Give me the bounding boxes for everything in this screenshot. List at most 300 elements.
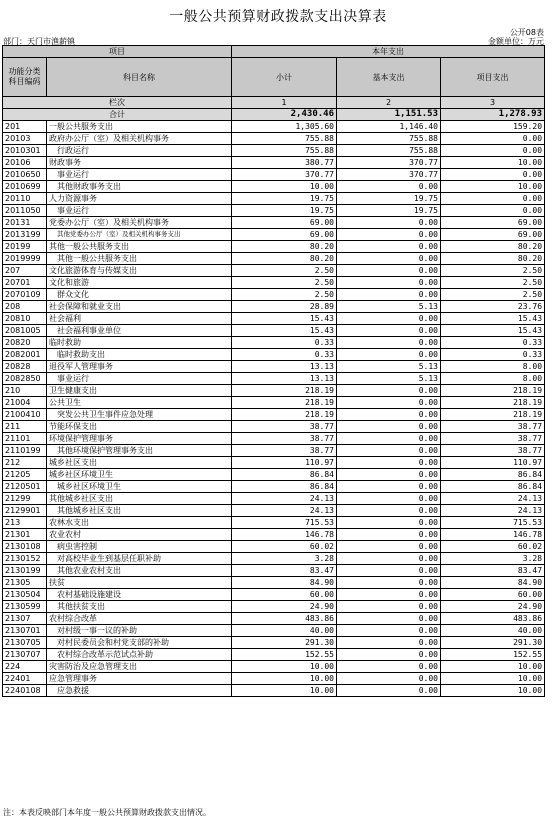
row-code: 2130152	[3, 553, 47, 565]
header-current-year: 本年支出	[232, 46, 545, 58]
row-name: 公共卫生	[47, 397, 232, 409]
row-basic: 0.00	[337, 421, 441, 433]
row-basic: 0.00	[337, 253, 441, 265]
row-project: 10.00	[441, 157, 545, 169]
row-basic: 0.00	[337, 397, 441, 409]
row-code: 21305	[3, 577, 47, 589]
table-row	[3, 289, 545, 301]
row-subtotal: 2.50	[232, 277, 337, 289]
row-subtotal: 38.77	[232, 445, 337, 457]
row-subtotal: 1,305.60	[232, 121, 337, 133]
row-name: 农林水支出	[47, 517, 232, 529]
row-code: 2130504	[3, 589, 47, 601]
table-row	[3, 469, 545, 481]
row-name: 农村基础设施建设	[47, 589, 232, 601]
row-basic: 5.13	[337, 373, 441, 385]
total-basic: 1,151.53	[337, 109, 441, 121]
table-row	[3, 301, 545, 313]
table-row	[3, 613, 545, 625]
row-project: 15.43	[441, 313, 545, 325]
row-project: 69.00	[441, 217, 545, 229]
table-row	[3, 325, 545, 337]
row-name: 其他城乡社区支出	[47, 493, 232, 505]
row-code: 213	[3, 517, 47, 529]
row-name: 病虫害控制	[47, 541, 232, 553]
row-name: 节能环保支出	[47, 421, 232, 433]
row-subtotal: 19.75	[232, 193, 337, 205]
row-basic: 0.00	[337, 481, 441, 493]
row-subtotal: 83.47	[232, 565, 337, 577]
row-name: 临时救助	[47, 337, 232, 349]
row-project: 69.00	[441, 229, 545, 241]
table-row	[3, 373, 545, 385]
row-code: 2110199	[3, 445, 47, 457]
row-name: 其他财政事务支出	[47, 181, 232, 193]
row-name: 其他农业农村支出	[47, 565, 232, 577]
table-row	[3, 661, 545, 673]
row-basic: 0.00	[337, 409, 441, 421]
row-name: 行政运行	[47, 145, 232, 157]
row-subtotal: 755.88	[232, 145, 337, 157]
row-basic: 19.75	[337, 193, 441, 205]
row-subtotal: 10.00	[232, 673, 337, 685]
row-basic: 0.00	[337, 433, 441, 445]
row-code: 2082001	[3, 349, 47, 361]
row-project: 15.43	[441, 325, 545, 337]
row-project: 715.53	[441, 517, 545, 529]
table-row	[3, 505, 545, 517]
table-row	[3, 181, 545, 193]
row-basic: 0.00	[337, 457, 441, 469]
row-name: 事业运行	[47, 373, 232, 385]
unit-label: 金额单位：万元	[488, 37, 544, 46]
row-code: 20131	[3, 217, 47, 229]
row-code: 2240108	[3, 685, 47, 697]
department-label: 部门：天门市渔薪镇	[3, 37, 75, 46]
table-row	[3, 493, 545, 505]
seq-c1: 1	[232, 97, 337, 109]
page-title: 一般公共预算财政拨款支出决算表	[169, 9, 387, 25]
row-basic: 5.13	[337, 361, 441, 373]
row-basic: 755.88	[337, 145, 441, 157]
header-basic: 基本支出	[337, 58, 441, 97]
row-code: 207	[3, 265, 47, 277]
total-label: 合计	[3, 109, 232, 121]
row-code: 21205	[3, 469, 47, 481]
row-project: 110.97	[441, 457, 545, 469]
row-project: 218.19	[441, 397, 545, 409]
row-project: 24.13	[441, 505, 545, 517]
expenditure-table	[2, 45, 545, 697]
row-name: 应急救援	[47, 685, 232, 697]
row-code: 2130707	[3, 649, 47, 661]
row-name: 社会福利	[47, 313, 232, 325]
row-basic: 0.00	[337, 565, 441, 577]
row-project: 10.00	[441, 661, 545, 673]
row-subtotal: 24.90	[232, 601, 337, 613]
row-subtotal: 69.00	[232, 229, 337, 241]
row-basic: 755.88	[337, 133, 441, 145]
row-name: 其他一般公共服务支出	[47, 241, 232, 253]
row-subtotal: 291.30	[232, 637, 337, 649]
seq-c3: 3	[441, 97, 545, 109]
row-code: 210	[3, 385, 47, 397]
table-row	[3, 565, 545, 577]
row-subtotal: 218.19	[232, 409, 337, 421]
row-code: 2120501	[3, 481, 47, 493]
row-basic: 0.00	[337, 349, 441, 361]
table-row	[3, 241, 545, 253]
row-project: 8.00	[441, 361, 545, 373]
row-name: 政府办公厅（室）及相关机构事务	[47, 133, 232, 145]
row-code: 20199	[3, 241, 47, 253]
row-name: 灾害防治及应急管理支出	[47, 661, 232, 673]
row-code: 20828	[3, 361, 47, 373]
row-basic: 5.13	[337, 301, 441, 313]
row-name: 一般公共服务支出	[47, 121, 232, 133]
row-code: 20103	[3, 133, 47, 145]
table-row	[3, 337, 545, 349]
row-basic: 0.00	[337, 625, 441, 637]
row-project: 152.55	[441, 649, 545, 661]
row-project: 23.76	[441, 301, 545, 313]
row-basic: 0.00	[337, 553, 441, 565]
row-code: 21299	[3, 493, 47, 505]
table-row	[3, 361, 545, 373]
row-name: 应急管理事务	[47, 673, 232, 685]
row-basic: 0.00	[337, 517, 441, 529]
table-row	[3, 481, 545, 493]
row-code: 2100410	[3, 409, 47, 421]
row-name: 扶贫	[47, 577, 232, 589]
row-code: 2130599	[3, 601, 47, 613]
row-basic: 0.00	[337, 325, 441, 337]
row-basic: 0.00	[337, 505, 441, 517]
row-subtotal: 86.84	[232, 481, 337, 493]
row-project: 60.00	[441, 589, 545, 601]
row-code: 2130199	[3, 565, 47, 577]
row-name: 城乡社区环境卫生	[47, 469, 232, 481]
table-row	[3, 385, 545, 397]
row-subtotal: 86.84	[232, 469, 337, 481]
row-subtotal: 60.00	[232, 589, 337, 601]
row-project: 40.00	[441, 625, 545, 637]
table-row	[3, 541, 545, 553]
row-project: 0.00	[441, 133, 545, 145]
row-subtotal: 19.75	[232, 205, 337, 217]
row-name: 其他扶贫支出	[47, 601, 232, 613]
row-basic: 0.00	[337, 217, 441, 229]
row-code: 2081005	[3, 325, 47, 337]
table-row	[3, 649, 545, 661]
row-project: 8.00	[441, 373, 545, 385]
table-row	[3, 577, 545, 589]
table-row	[3, 637, 545, 649]
row-code: 21004	[3, 397, 47, 409]
row-subtotal: 10.00	[232, 685, 337, 697]
row-subtotal: 146.78	[232, 529, 337, 541]
row-basic: 0.00	[337, 229, 441, 241]
row-project: 10.00	[441, 685, 545, 697]
row-code: 2010301	[3, 145, 47, 157]
row-subtotal: 15.43	[232, 313, 337, 325]
table-row	[3, 193, 545, 205]
row-code: 22401	[3, 673, 47, 685]
seq-c2: 2	[337, 97, 441, 109]
row-name: 党委办公厅（室）及相关机构事务	[47, 217, 232, 229]
row-name: 财政事务	[47, 157, 232, 169]
row-name: 对村级一事一议的补助	[47, 625, 232, 637]
table-row	[3, 589, 545, 601]
row-name: 群众文化	[47, 289, 232, 301]
row-name: 文化和旅游	[47, 277, 232, 289]
table-row	[3, 445, 545, 457]
row-project: 10.00	[441, 673, 545, 685]
row-basic: 0.00	[337, 241, 441, 253]
row-name: 其他环境保护管理事务支出	[47, 445, 232, 457]
row-code: 20106	[3, 157, 47, 169]
table-row	[3, 277, 545, 289]
row-basic: 0.00	[337, 385, 441, 397]
table-row	[3, 601, 545, 613]
row-project: 80.20	[441, 253, 545, 265]
row-project: 0.33	[441, 337, 545, 349]
row-subtotal: 715.53	[232, 517, 337, 529]
row-subtotal: 218.19	[232, 385, 337, 397]
total-project: 1,278.93	[441, 109, 545, 121]
row-project: 483.86	[441, 613, 545, 625]
table-row	[3, 529, 545, 541]
row-name: 对高校毕业生到基层任职补助	[47, 553, 232, 565]
row-code: 20810	[3, 313, 47, 325]
row-basic: 0.00	[337, 613, 441, 625]
row-subtotal: 0.33	[232, 337, 337, 349]
table-row	[3, 121, 545, 133]
row-subtotal: 13.13	[232, 361, 337, 373]
row-basic: 1,146.40	[337, 121, 441, 133]
row-name: 文化旅游体育与传媒支出	[47, 265, 232, 277]
row-project: 3.28	[441, 553, 545, 565]
table-row	[3, 685, 545, 697]
table-row	[3, 625, 545, 637]
row-project: 24.90	[441, 601, 545, 613]
table-row	[3, 313, 545, 325]
row-name: 人力资源事务	[47, 193, 232, 205]
row-basic: 0.00	[337, 181, 441, 193]
row-subtotal: 483.86	[232, 613, 337, 625]
row-subtotal: 80.20	[232, 253, 337, 265]
row-subtotal: 380.77	[232, 157, 337, 169]
row-basic: 0.00	[337, 589, 441, 601]
table-row	[3, 409, 545, 421]
row-project: 146.78	[441, 529, 545, 541]
row-basic: 0.00	[337, 277, 441, 289]
row-name: 农村综合改革示范试点补助	[47, 649, 232, 661]
table-row	[3, 421, 545, 433]
row-subtotal: 40.00	[232, 625, 337, 637]
row-code: 2011050	[3, 205, 47, 217]
row-project: 218.19	[441, 409, 545, 421]
row-project: 80.20	[441, 241, 545, 253]
row-code: 212	[3, 457, 47, 469]
row-name: 退役军人管理事务	[47, 361, 232, 373]
row-basic: 0.00	[337, 289, 441, 301]
row-basic: 0.00	[337, 673, 441, 685]
row-basic: 0.00	[337, 337, 441, 349]
table-row	[3, 397, 545, 409]
header-item: 项目	[3, 46, 232, 58]
row-subtotal: 38.77	[232, 421, 337, 433]
row-code: 2070109	[3, 289, 47, 301]
row-project: 0.00	[441, 145, 545, 157]
table-row	[3, 253, 545, 265]
row-code: 21301	[3, 529, 47, 541]
row-project: 0.00	[441, 169, 545, 181]
row-project: 2.50	[441, 265, 545, 277]
row-code: 2130701	[3, 625, 47, 637]
row-subtotal: 24.13	[232, 493, 337, 505]
row-basic: 0.00	[337, 313, 441, 325]
row-code: 20110	[3, 193, 47, 205]
row-project: 0.33	[441, 349, 545, 361]
row-project: 24.13	[441, 493, 545, 505]
row-code: 2010650	[3, 169, 47, 181]
total-subtotal: 2,430.46	[232, 109, 337, 121]
table-row	[3, 553, 545, 565]
row-project: 218.19	[441, 385, 545, 397]
row-subtotal: 28.89	[232, 301, 337, 313]
row-subtotal: 2.50	[232, 289, 337, 301]
row-project: 2.50	[441, 277, 545, 289]
row-name: 城乡社区环境卫生	[47, 481, 232, 493]
header-subject-name: 科目名称	[47, 58, 232, 97]
row-project: 0.00	[441, 193, 545, 205]
row-basic: 0.00	[337, 577, 441, 589]
row-basic: 370.77	[337, 157, 441, 169]
row-name: 对村民委员会和村党支部的补助	[47, 637, 232, 649]
row-name: 社会福利事业单位	[47, 325, 232, 337]
row-project: 83.47	[441, 565, 545, 577]
row-basic: 0.00	[337, 529, 441, 541]
row-code: 2130108	[3, 541, 47, 553]
row-subtotal: 10.00	[232, 661, 337, 673]
table-row	[3, 349, 545, 361]
row-subtotal: 24.13	[232, 505, 337, 517]
row-code: 208	[3, 301, 47, 313]
table-row	[3, 169, 545, 181]
row-basic: 370.77	[337, 169, 441, 181]
table-row	[3, 229, 545, 241]
row-code: 2010699	[3, 181, 47, 193]
row-name: 农业农村	[47, 529, 232, 541]
table-row	[3, 133, 545, 145]
row-subtotal: 38.77	[232, 433, 337, 445]
row-project: 60.02	[441, 541, 545, 553]
row-basic: 19.75	[337, 205, 441, 217]
table-row	[3, 145, 545, 157]
row-project: 159.20	[441, 121, 545, 133]
row-code: 2082850	[3, 373, 47, 385]
row-code: 211	[3, 421, 47, 433]
row-code: 21307	[3, 613, 47, 625]
row-name: 农村综合改革	[47, 613, 232, 625]
row-code: 21101	[3, 433, 47, 445]
row-basic: 0.00	[337, 685, 441, 697]
row-code: 2129901	[3, 505, 47, 517]
table-row	[3, 433, 545, 445]
row-name: 城乡社区支出	[47, 457, 232, 469]
row-name: 事业运行	[47, 169, 232, 181]
row-subtotal: 110.97	[232, 457, 337, 469]
row-subtotal: 60.02	[232, 541, 337, 553]
row-subtotal: 2.50	[232, 265, 337, 277]
row-subtotal: 13.13	[232, 373, 337, 385]
row-name: 卫生健康支出	[47, 385, 232, 397]
row-subtotal: 218.19	[232, 397, 337, 409]
header-project: 项目支出	[441, 58, 545, 97]
row-name: 突发公共卫生事件应急处理	[47, 409, 232, 421]
row-basic: 0.00	[337, 541, 441, 553]
row-project: 0.00	[441, 205, 545, 217]
row-subtotal: 755.88	[232, 133, 337, 145]
row-project: 38.77	[441, 433, 545, 445]
row-code: 201	[3, 121, 47, 133]
row-code: 2130705	[3, 637, 47, 649]
row-basic: 0.00	[337, 601, 441, 613]
row-project: 291.30	[441, 637, 545, 649]
form-code: 公开08表	[509, 28, 544, 37]
table-row	[3, 673, 545, 685]
table-row	[3, 457, 545, 469]
table-row	[3, 205, 545, 217]
row-subtotal: 80.20	[232, 241, 337, 253]
table-row	[3, 265, 545, 277]
row-project: 2.50	[441, 289, 545, 301]
row-code: 2019999	[3, 253, 47, 265]
row-name: 其他党委办公厅（室）及相关机构事务支出	[47, 229, 232, 241]
row-code: 20820	[3, 337, 47, 349]
row-code: 20701	[3, 277, 47, 289]
row-subtotal: 84.90	[232, 577, 337, 589]
header-func-code: 功能分类科目编码	[3, 58, 47, 97]
row-project: 10.00	[441, 181, 545, 193]
row-basic: 0.00	[337, 445, 441, 457]
row-name: 临时救助支出	[47, 349, 232, 361]
footnote: 注：本表反映部门本年度一般公共预算财政拨款支出情况。	[3, 808, 211, 817]
row-name: 环境保护管理事务	[47, 433, 232, 445]
row-basic: 0.00	[337, 265, 441, 277]
row-basic: 0.00	[337, 661, 441, 673]
row-name: 社会保障和就业支出	[47, 301, 232, 313]
row-code: 224	[3, 661, 47, 673]
row-project: 38.77	[441, 445, 545, 457]
row-basic: 0.00	[337, 469, 441, 481]
row-basic: 0.00	[337, 637, 441, 649]
row-project: 86.84	[441, 481, 545, 493]
row-name: 其他一般公共服务支出	[47, 253, 232, 265]
table-row	[3, 217, 545, 229]
row-name: 其他城乡社区支出	[47, 505, 232, 517]
row-name: 事业运行	[47, 205, 232, 217]
row-project: 86.84	[441, 469, 545, 481]
row-subtotal: 152.55	[232, 649, 337, 661]
row-subtotal: 3.28	[232, 553, 337, 565]
table-row	[3, 517, 545, 529]
row-project: 84.90	[441, 577, 545, 589]
row-code: 2013199	[3, 229, 47, 241]
row-subtotal: 10.00	[232, 181, 337, 193]
row-subtotal: 15.43	[232, 325, 337, 337]
